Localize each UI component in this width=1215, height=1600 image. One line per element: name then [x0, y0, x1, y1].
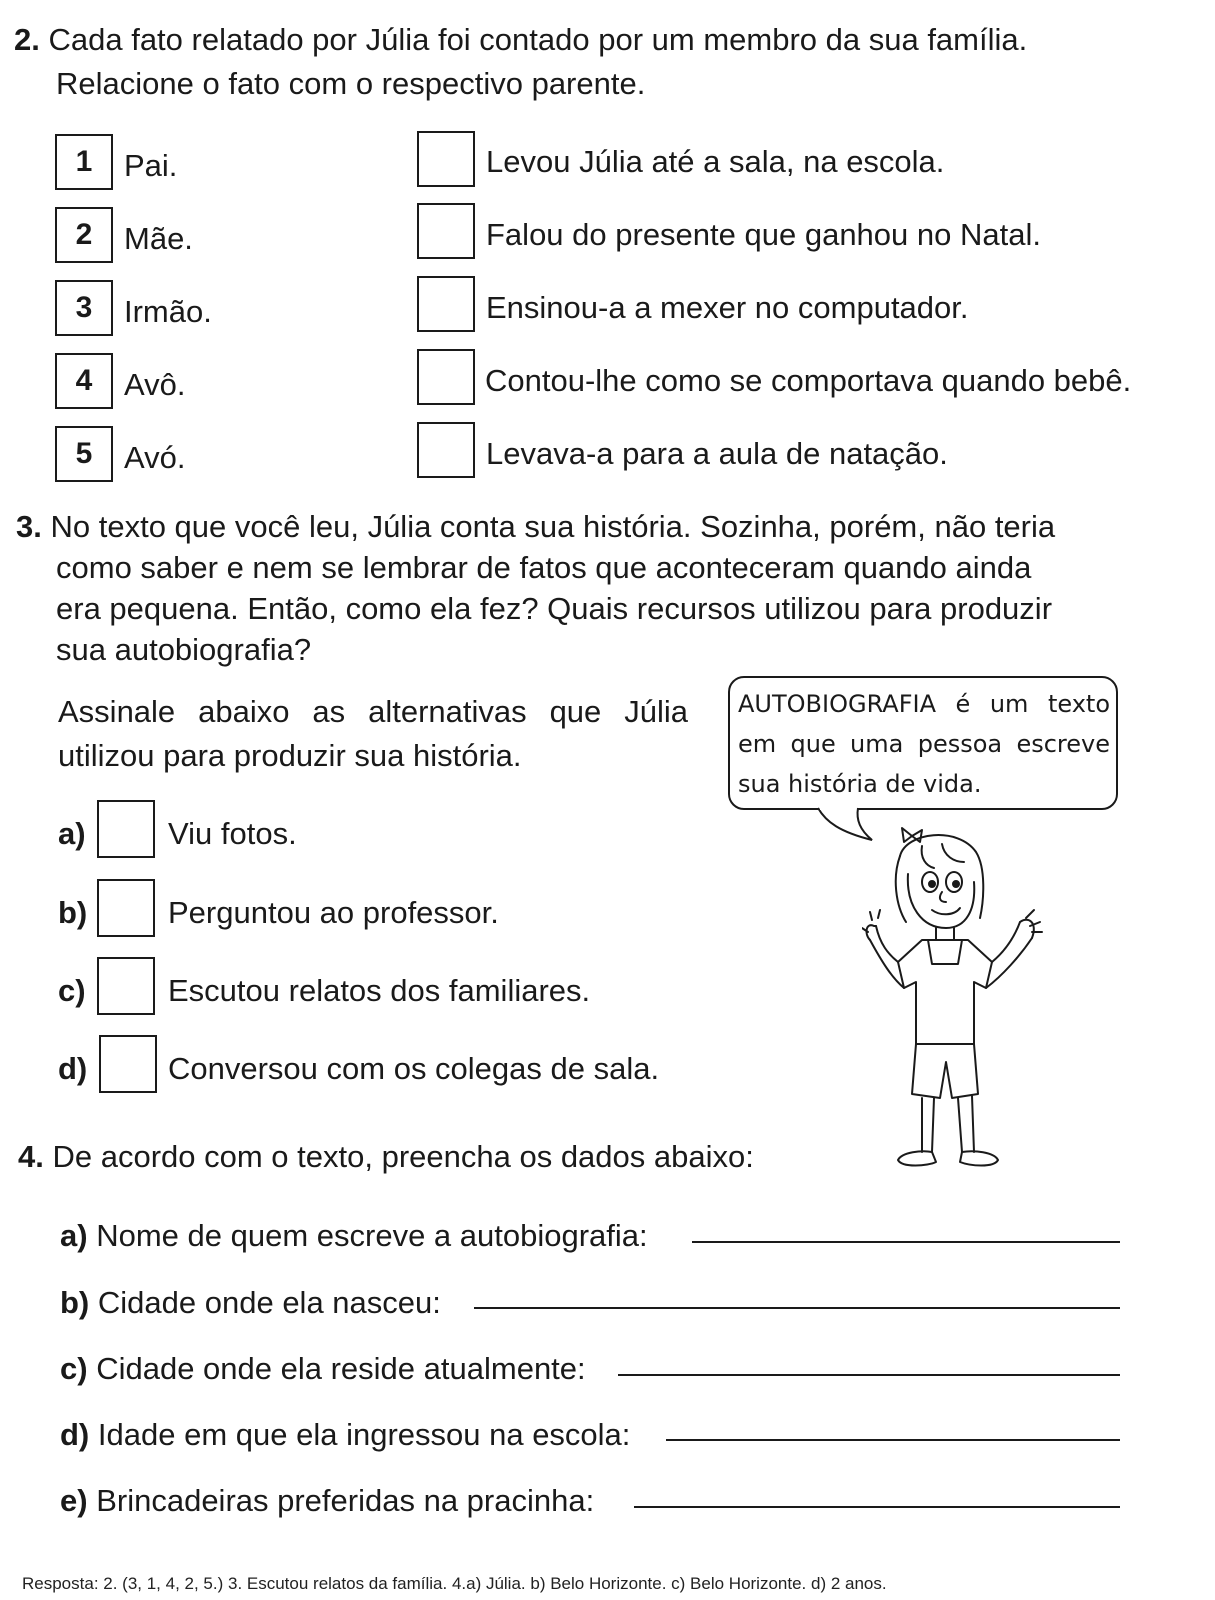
fill-line-a[interactable] [692, 1241, 1120, 1243]
question-3-instruction-2: utilizou para produzir sua história. [58, 738, 522, 773]
question-3-instruction-1: Assinale abaixo as alternativas que Júlia [58, 694, 688, 729]
question-3-text-1: No texto que você leu, Júlia conta sua história. Sozinha, porém, não teria [50, 509, 1056, 544]
bubble-line-2: em que uma pessoa escreve [738, 730, 1110, 758]
question-3-text-4: sua autobiografia? [56, 632, 312, 667]
fill-item-c-letter: c) [60, 1351, 88, 1386]
option-a-letter: a) [58, 816, 86, 851]
fill-item-d-text: Idade em que ela ingressou na escola: [97, 1417, 631, 1452]
question-4-line [18, 1137, 754, 1177]
option-b-letter: b) [58, 895, 88, 930]
question-2-number: 2. [14, 22, 40, 57]
option-d-letter: d) [58, 1051, 88, 1086]
option-c-letter: c) [58, 973, 86, 1008]
fact-text-2: Falou do presente que ganhou no Natal. [486, 217, 1041, 252]
fact-answer-box-5[interactable] [417, 422, 475, 478]
bubble-line-3: sua história de vida. [738, 770, 982, 798]
option-d-checkbox[interactable] [99, 1035, 157, 1093]
fill-item-e [60, 1481, 594, 1521]
fill-item-b-text: Cidade onde ela nasceu: [97, 1285, 441, 1320]
fact-answer-box-2[interactable] [417, 203, 475, 259]
option-d-text: Conversou com os colegas de sala. [168, 1051, 660, 1086]
relative-number-box-5: 5 [55, 426, 113, 482]
fill-item-b-letter: b) [60, 1285, 90, 1320]
fact-text-5: Levava-a para a aula de natação. [486, 436, 948, 471]
fill-item-a [60, 1216, 648, 1256]
fill-item-a-text: Nome de quem escreve a autobiografia: [96, 1218, 648, 1253]
fact-text-1: Levou Júlia até a sala, na escola. [486, 144, 945, 179]
question-2-text: Cada fato relatado por Júlia foi contado por um membro da sua família. [48, 22, 1028, 57]
fill-line-d[interactable] [666, 1439, 1120, 1441]
fill-item-c [60, 1349, 586, 1389]
option-b-text: Perguntou ao professor. [168, 895, 499, 930]
relative-label-2: Mãe. [124, 221, 193, 256]
fill-item-a-letter: a) [60, 1218, 88, 1253]
fact-answer-box-4[interactable] [417, 349, 475, 405]
relative-number-box-2: 2 [55, 207, 113, 263]
relative-number-box-4: 4 [55, 353, 113, 409]
fill-item-b [60, 1283, 441, 1323]
fill-line-e[interactable] [634, 1506, 1120, 1508]
question-3-text-3: era pequena. Então, como ela fez? Quais recursos utilizou para produzir [56, 591, 1053, 626]
question-2-line-2: Relacione o fato com o respectivo parente. [56, 66, 646, 101]
answer-key: Resposta: 2. (3, 1, 4, 2, 5.) 3. Escutou relatos da família. 4.a) Júlia. b) Belo Horizonte. c) Belo Horizonte. d) 2 anos. [22, 1574, 887, 1593]
fill-item-c-text: Cidade onde ela reside atualmente: [96, 1351, 586, 1386]
option-a-checkbox[interactable] [97, 800, 155, 858]
fill-item-e-text: Brincadeiras preferidas na pracinha: [96, 1483, 595, 1518]
relative-label-5: Avó. [124, 440, 186, 475]
fill-line-c[interactable] [618, 1374, 1120, 1376]
fill-line-b[interactable] [474, 1307, 1120, 1309]
fact-text-4: Contou-lhe como se comportava quando bebê. [485, 363, 1132, 398]
question-4-number: 4. [18, 1139, 44, 1174]
relative-number-box-3: 3 [55, 280, 113, 336]
question-3-number: 3. [16, 509, 42, 544]
fill-item-d-letter: d) [60, 1417, 90, 1452]
question-3-text-2: como saber e nem se lembrar de fatos que aconteceram quando ainda [56, 550, 1032, 585]
fact-text-3: Ensinou-a a mexer no computador. [486, 290, 969, 325]
fill-item-e-letter: e) [60, 1483, 88, 1518]
speech-bubble-text [738, 684, 1110, 804]
relative-label-1: Pai. [124, 148, 178, 183]
question-3-line-1 [16, 507, 1055, 547]
question-4-title: De acordo com o texto, preencha os dados abaixo: [52, 1139, 754, 1174]
option-c-checkbox[interactable] [97, 957, 155, 1015]
question-2-line-1 [14, 20, 1027, 60]
option-a-text: Viu fotos. [168, 816, 297, 851]
relative-label-3: Irmão. [124, 294, 212, 329]
relative-label-4: Avô. [124, 367, 186, 402]
fact-answer-box-1[interactable] [417, 131, 475, 187]
girl-illustration [862, 822, 1062, 1174]
fact-answer-box-3[interactable] [417, 276, 475, 332]
option-b-checkbox[interactable] [97, 879, 155, 937]
relative-number-box-1: 1 [55, 134, 113, 190]
bubble-line-1: AUTOBIOGRAFIA é um texto [738, 690, 1110, 718]
option-c-text: Escutou relatos dos familiares. [168, 973, 591, 1008]
fill-item-d [60, 1415, 630, 1455]
